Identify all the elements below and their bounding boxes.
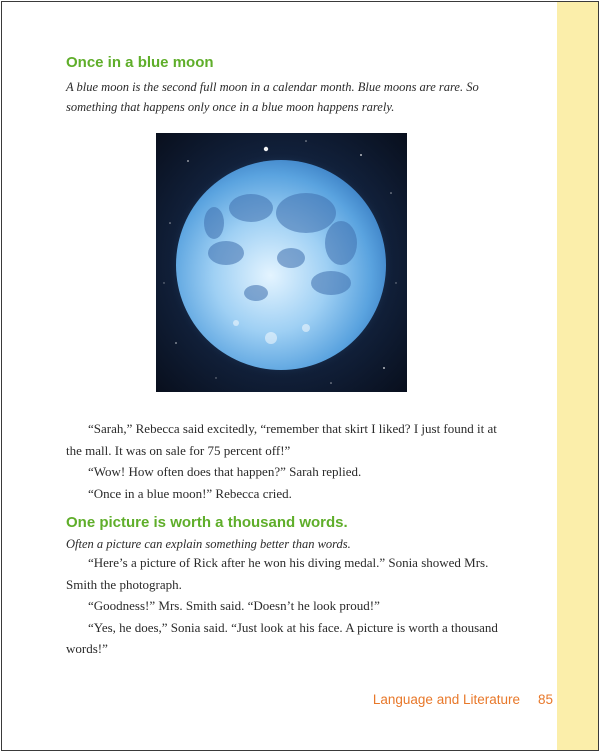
blue-moon-photo: [156, 133, 407, 392]
paragraph: “Yes, he does,” Sonia said. “Just look at his face. A picture is worth a thousand words!”: [66, 619, 498, 656]
definition-picture: Often a picture can explain something better than words.: [66, 537, 351, 551]
paragraph: “Wow! How often does that happen?” Sarah replied.: [88, 464, 362, 479]
story-blue-moon: [66, 418, 498, 504]
book-page: [1, 1, 599, 751]
side-color-band: [557, 2, 598, 750]
story-picture: [66, 552, 498, 660]
definition-blue-moon: A blue moon is the second full moon in a calendar month. Blue moons are rare. So something that happens only once in a blue moon happens rarely.: [66, 80, 479, 114]
section-heading-picture: One picture is worth a thousand words.: [66, 514, 348, 531]
paragraph: “Sarah,” Rebecca said excitedly, “remember that skirt I liked? I just found it at the mall. It was on sale for 75 percent off!”: [66, 421, 497, 458]
paragraph: “Here’s a picture of Rick after he won his diving medal.” Sonia showed Mrs. Smith the photograph.: [66, 555, 489, 592]
footer-section-label: Language and Literature: [372, 692, 520, 707]
paragraph: “Goodness!” Mrs. Smith said. “Doesn’t he look proud!”: [88, 598, 380, 613]
page-number: 85: [538, 692, 554, 707]
paragraph: “Once in a blue moon!” Rebecca cried.: [88, 485, 292, 501]
section-heading-blue-moon: Once in a blue moon: [66, 54, 214, 71]
moon-illustration: [156, 133, 407, 392]
